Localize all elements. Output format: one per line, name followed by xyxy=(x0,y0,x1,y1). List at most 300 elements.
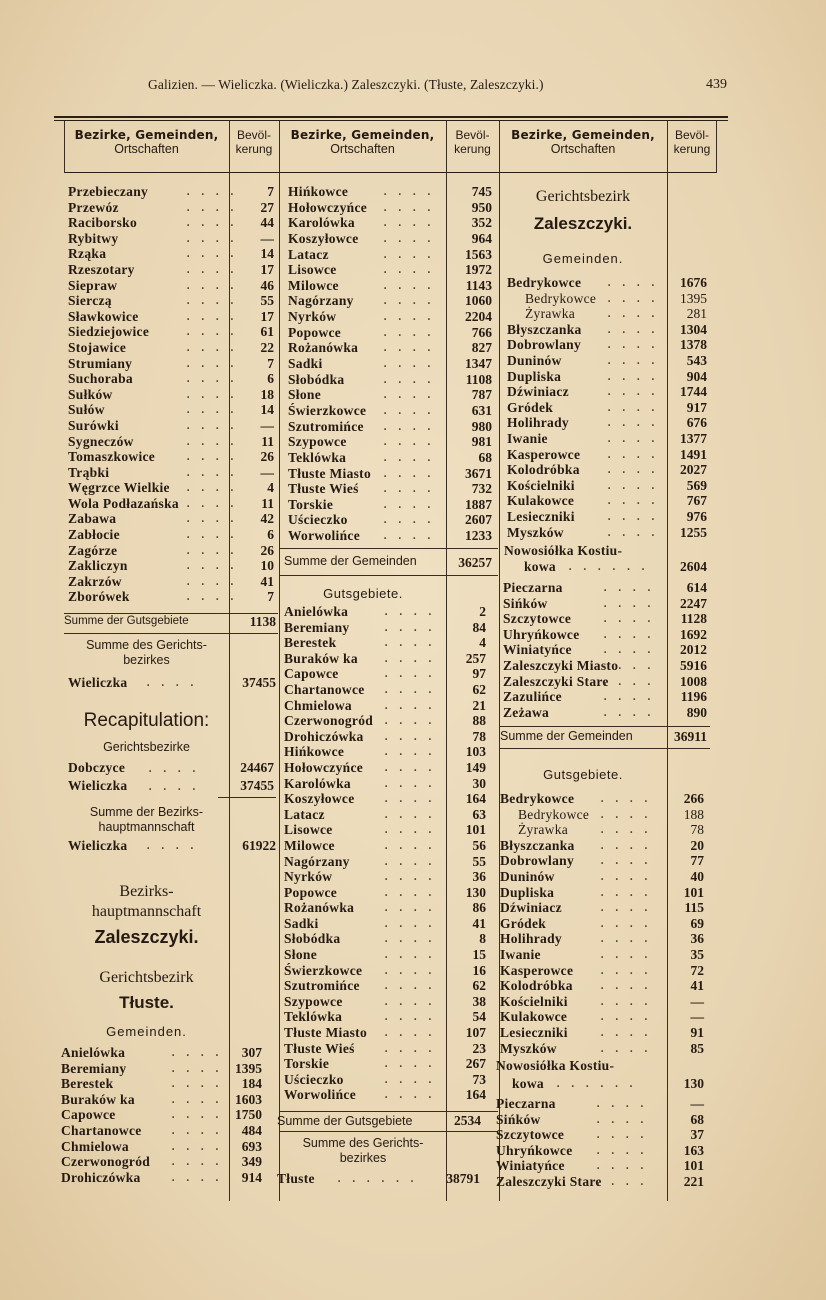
list-item xyxy=(284,604,494,620)
list-item xyxy=(288,419,494,435)
row-name: Berestek xyxy=(61,1076,114,1092)
dots: . . . . xyxy=(146,674,198,690)
dots: . . . . xyxy=(607,320,659,337)
row-value: 184 xyxy=(241,1076,262,1092)
row-name: Czerwonogród xyxy=(61,1154,151,1170)
list-item xyxy=(284,885,494,901)
row-value: 1347 xyxy=(465,356,492,372)
row-value: 569 xyxy=(686,477,707,493)
dots: . . . . xyxy=(600,836,652,853)
row-value: 964 xyxy=(471,230,492,246)
list-item xyxy=(68,574,276,590)
row-value: 69 xyxy=(690,915,704,931)
row-value: 68 xyxy=(690,1111,704,1127)
dots: . . . . xyxy=(607,429,659,446)
row-value: 188 xyxy=(683,806,704,822)
list-item xyxy=(500,1025,704,1041)
list-item xyxy=(68,293,276,309)
list-item xyxy=(68,340,276,356)
row-name: Zborówek xyxy=(68,589,130,605)
total-value: 61922 xyxy=(242,838,276,853)
dots: . . . . xyxy=(384,868,436,885)
list-item xyxy=(284,854,494,870)
list-item xyxy=(507,384,707,400)
row-name: Sińków xyxy=(503,595,548,611)
dots: . . . . . . xyxy=(556,1075,637,1091)
list-item xyxy=(496,1112,704,1128)
dots: . . . . xyxy=(607,414,659,431)
dots: . . . . xyxy=(600,992,652,1009)
list-item xyxy=(284,698,494,714)
row-value: 41 xyxy=(260,573,274,589)
dots: . . . . xyxy=(603,703,655,720)
row-name: Holihrady xyxy=(500,931,562,947)
header-pop-3: Bevöl- kerung xyxy=(673,128,711,156)
dots: . . . . xyxy=(384,680,436,697)
dots: . . . . xyxy=(596,1126,648,1143)
row-value: 1491 xyxy=(680,446,707,462)
list-item xyxy=(288,466,494,482)
row-name: kowa xyxy=(524,559,556,574)
dots: . . . . xyxy=(383,464,435,481)
row-name: Beremiany xyxy=(61,1060,127,1076)
list-item xyxy=(68,434,276,450)
row-value: 4 xyxy=(479,635,486,651)
dots: . . . . xyxy=(148,760,200,776)
list-item xyxy=(503,689,707,705)
row-name: Iwanie xyxy=(507,430,548,446)
tluste-total xyxy=(277,1171,480,1187)
list-item xyxy=(284,666,494,682)
list-item xyxy=(503,674,707,690)
row-value: — xyxy=(690,993,704,1009)
list-item xyxy=(68,589,276,605)
dots: . . . . xyxy=(171,1137,223,1154)
dots: . . . . xyxy=(384,618,436,635)
col2-sum-gb-label: Summe des Gerichts- bezirkes xyxy=(302,1136,424,1165)
row-value: 766 xyxy=(471,324,492,340)
dots: . . . . xyxy=(186,370,238,387)
list-item xyxy=(284,791,494,807)
dots: . . . . xyxy=(148,778,200,794)
row-name: Tłuste Miasto xyxy=(284,1025,368,1041)
gb-title: Gerichtsbezirk xyxy=(99,969,194,986)
list-item xyxy=(61,1061,262,1077)
header-names-3: Bezirke, Gemeinden, Ortschaften xyxy=(511,128,655,156)
row-value: 266 xyxy=(683,791,704,806)
row-name: Anielówka xyxy=(284,604,349,619)
row-name: Świerzkowce xyxy=(288,402,367,418)
col3-nowosiolka-line2 xyxy=(524,559,707,575)
row-name: Worwolińce xyxy=(284,1087,356,1103)
row-name: Tłuste Wieś xyxy=(288,481,359,497)
row-name: Słone xyxy=(288,387,322,403)
list-item xyxy=(507,400,707,416)
col3-sum-gemeinden-label: Summe der Gemeinden xyxy=(500,729,633,743)
row-name: Bedrykowce xyxy=(507,275,582,290)
row-value: 7 xyxy=(267,355,274,371)
dots: . . . . xyxy=(383,527,435,544)
row-value: 1972 xyxy=(465,262,492,278)
row-name: Lesieczniki xyxy=(500,1024,568,1040)
row-value: 484 xyxy=(241,1122,262,1138)
col3-sum-gemeinden-value: 36911 xyxy=(673,729,707,744)
row-name: Sierczą xyxy=(68,293,112,309)
row-value: 2012 xyxy=(680,642,707,658)
dots: . . . . xyxy=(186,541,238,558)
row-value: 15 xyxy=(472,947,486,963)
col3-gemeinden-label: Gemeinden. xyxy=(542,251,624,266)
row-value: 1060 xyxy=(465,293,492,309)
row-name: Zabawa xyxy=(68,511,117,527)
list-item xyxy=(507,525,707,541)
row-name: Lisowce xyxy=(284,822,333,838)
dots: . . . . xyxy=(600,821,652,838)
dots: . . . . xyxy=(384,758,436,775)
list-item xyxy=(288,403,494,419)
dots: . . . . xyxy=(384,696,436,713)
total-value: 38791 xyxy=(446,1171,480,1186)
row-name: Suchoraba xyxy=(68,371,133,387)
row-name: Zagórze xyxy=(68,542,118,558)
row-name: Lisowce xyxy=(288,262,337,278)
row-name: Karolówka xyxy=(288,215,355,231)
dots: . . . . xyxy=(603,625,655,642)
list-item xyxy=(507,353,707,369)
total-name: Wieliczka xyxy=(68,838,128,853)
list-item xyxy=(68,184,276,200)
list-item xyxy=(500,822,704,838)
list-item xyxy=(68,759,276,777)
list-item xyxy=(68,231,276,247)
list-item xyxy=(288,325,494,341)
row-name: Dupliska xyxy=(507,368,562,384)
dots: . . . . xyxy=(384,852,436,869)
running-title: Galizien. — Wieliczka. (Wieliczka.) Zaleszczyki. (Tłuste, Zaleszczyki.) xyxy=(148,77,544,92)
dots: . . . . xyxy=(607,445,659,462)
row-name: Uścieczko xyxy=(288,512,348,528)
row-name: Winiatyńce xyxy=(503,642,572,658)
row-value: 84 xyxy=(472,619,486,635)
row-value: 35 xyxy=(690,946,704,962)
list-item xyxy=(284,713,494,729)
list-item xyxy=(61,1107,262,1123)
row-value: 352 xyxy=(471,215,492,231)
list-item xyxy=(288,450,494,466)
col3-guts-nowosiolka-line2 xyxy=(512,1076,704,1092)
dots: . . . . xyxy=(384,727,436,744)
row-name: Pieczarna xyxy=(496,1096,556,1111)
dots: . . . . xyxy=(383,417,435,434)
list-item xyxy=(507,493,707,509)
row-value: 1128 xyxy=(680,611,707,627)
list-item xyxy=(507,306,707,322)
row-value: 1378 xyxy=(680,337,707,353)
row-value: 950 xyxy=(471,199,492,215)
row-name: Dobrowlany xyxy=(507,337,582,353)
list-item xyxy=(68,418,276,434)
list-item xyxy=(284,651,494,667)
dots: . . . . xyxy=(146,837,198,853)
list-item xyxy=(284,729,494,745)
dots: . . . . xyxy=(603,672,655,689)
row-name: Węgrzce Wielkie xyxy=(68,480,170,496)
row-name: Duninów xyxy=(507,352,562,368)
list-item xyxy=(68,246,276,262)
row-name: Berestek xyxy=(284,635,337,651)
gemeinden-label: Gemeinden. xyxy=(106,1024,187,1039)
dots: . . . . xyxy=(603,641,655,658)
list-item xyxy=(68,777,276,795)
row-value: 103 xyxy=(465,744,486,760)
dots: . . . . xyxy=(384,946,436,963)
header-rule xyxy=(64,172,716,173)
row-name: Rzeszotary xyxy=(68,261,135,277)
dots: . . . . xyxy=(384,743,436,760)
row-name: Gródek xyxy=(507,399,554,415)
list-item xyxy=(496,1096,704,1112)
bh-name: Zaleszczyki. xyxy=(94,927,199,947)
dots: . . . . xyxy=(186,276,238,293)
row-name: Buraków ka xyxy=(61,1091,135,1107)
row-value: 4 xyxy=(267,480,274,496)
row-name: Bedrykowce xyxy=(518,806,590,822)
row-name: Sadki xyxy=(284,915,319,931)
row-value: 130 xyxy=(465,884,486,900)
row-name: Sułków xyxy=(68,386,113,402)
row-value: 37455 xyxy=(240,778,274,793)
row-name: Hińkowce xyxy=(284,744,345,760)
row-name: Sińków xyxy=(496,1111,541,1127)
col1-sum-gutsgebiete-value-row xyxy=(229,614,276,630)
row-value: 1750 xyxy=(235,1107,262,1123)
row-name: Szypowce xyxy=(288,434,347,450)
row-value: 56 xyxy=(472,837,486,853)
dots: . . . . xyxy=(186,229,238,246)
row-name: Capowce xyxy=(284,666,339,682)
dots: . . . . xyxy=(186,260,238,277)
row-value: 41 xyxy=(690,978,704,994)
dots: . . . . xyxy=(596,1141,648,1158)
dots: . . . . xyxy=(607,367,659,384)
list-item xyxy=(288,356,494,372)
row-value: 5916 xyxy=(680,657,707,673)
row-name: Popowce xyxy=(288,324,342,340)
row-value: 164 xyxy=(465,791,486,807)
list-item xyxy=(288,372,494,388)
row-value: 85 xyxy=(690,1040,704,1056)
row-name: Tłuste Miasto xyxy=(288,465,372,481)
list-item xyxy=(288,512,494,528)
row-name: Winiatyńce xyxy=(496,1158,565,1174)
row-name: Chartanowce xyxy=(284,681,365,697)
dots: . . . . xyxy=(607,274,659,290)
col3-gutsgebiete-label: Gutsgebiete. xyxy=(543,767,623,782)
row-value: 14 xyxy=(260,402,274,418)
dots: . . . . xyxy=(383,386,435,403)
dots: . . . . xyxy=(384,821,436,838)
dots: . . . . xyxy=(383,308,435,325)
row-value: 86 xyxy=(472,900,486,916)
row-name: Duninów xyxy=(500,868,555,884)
dots: . . . . xyxy=(171,1153,223,1170)
list-item xyxy=(507,447,707,463)
col3-gb-title: Gerichtsbezirk xyxy=(535,188,631,205)
list-item xyxy=(284,635,494,651)
dots: . . . . xyxy=(600,883,652,900)
row-value: 267 xyxy=(465,1056,486,1072)
col2-gutsgebiete-label: Gutsgebiete. xyxy=(323,586,403,601)
col-line xyxy=(279,121,280,1201)
list-item xyxy=(500,994,704,1010)
dots: . . . . xyxy=(186,479,238,496)
col3-list-2 xyxy=(503,580,707,720)
row-value: 2027 xyxy=(680,462,707,478)
dots: . . . . xyxy=(603,610,655,627)
row-name: Chmielowa xyxy=(61,1138,129,1154)
col1-sum-gutsgebiete-label: Summe der Gutsgebiete xyxy=(64,615,189,627)
row-value: 115 xyxy=(684,900,704,916)
row-value: 307 xyxy=(241,1045,262,1060)
row-name: Wieliczka xyxy=(68,778,128,793)
row-value: 62 xyxy=(472,978,486,994)
row-name: Capowce xyxy=(61,1107,116,1123)
list-item xyxy=(284,1025,494,1041)
recap-title: Recapitulation: xyxy=(83,710,210,731)
list-item xyxy=(284,1072,494,1088)
row-name: Koszyłowce xyxy=(284,791,355,807)
separator xyxy=(280,548,498,549)
dots: . . . . xyxy=(600,1039,652,1056)
row-name: Torskie xyxy=(284,1056,330,1072)
dots: . . . . xyxy=(383,511,435,528)
header-pop-1: Bevöl- kerung xyxy=(235,128,273,156)
dots: . . . . xyxy=(600,945,652,962)
list-item xyxy=(284,807,494,823)
list-item xyxy=(284,1041,494,1057)
dots: . . . . xyxy=(186,245,238,262)
row-value: 631 xyxy=(471,402,492,418)
dots: . . . . xyxy=(384,634,436,651)
col1-gemeinden-list xyxy=(61,1045,262,1185)
row-name: Zazulińce xyxy=(503,689,562,705)
row-name: Hołowczyńce xyxy=(288,199,368,215)
row-value: — xyxy=(690,1009,704,1025)
row-value: 732 xyxy=(471,481,492,497)
dots: . . . . xyxy=(171,1106,223,1123)
page-number: 439 xyxy=(706,77,727,92)
dots: . . . . xyxy=(600,1008,652,1025)
row-name: Błyszczanka xyxy=(507,321,582,337)
list-item xyxy=(503,627,707,643)
row-name: Kolodróbka xyxy=(500,978,573,994)
row-value: 62 xyxy=(472,681,486,697)
row-value: 40 xyxy=(690,868,704,884)
list-item xyxy=(68,278,276,294)
list-item xyxy=(68,402,276,418)
dots: . . . . xyxy=(607,383,659,400)
row-value: 614 xyxy=(686,580,707,595)
dots: . . . . xyxy=(383,261,435,278)
list-item xyxy=(68,543,276,559)
list-item xyxy=(68,324,276,340)
dots: . . . . xyxy=(384,1086,436,1103)
dots: . . . . xyxy=(384,930,436,947)
list-item xyxy=(61,1139,262,1155)
dots: . . . . xyxy=(171,1075,223,1092)
list-item xyxy=(500,853,704,869)
dots: . . . . xyxy=(607,507,659,524)
list-item xyxy=(503,611,707,627)
row-value: 2247 xyxy=(680,595,707,611)
col1-wieliczka-total xyxy=(68,675,276,691)
list-item xyxy=(284,1056,494,1072)
row-value: 1233 xyxy=(465,528,492,544)
dots: . . . . xyxy=(600,930,652,947)
row-value: 980 xyxy=(471,418,492,434)
dots: . . . . xyxy=(596,1157,648,1174)
row-value: 14 xyxy=(260,246,274,262)
row-name: Popowce xyxy=(284,884,338,900)
row-value: 36 xyxy=(472,869,486,885)
total-name: Wieliczka xyxy=(68,675,128,690)
list-item xyxy=(61,1045,262,1061)
list-item xyxy=(288,497,494,513)
list-item xyxy=(496,1143,704,1159)
list-item xyxy=(284,1009,494,1025)
row-value: 88 xyxy=(472,713,486,729)
row-name: Tłuste Wieś xyxy=(284,1040,355,1056)
row-name: Worwolińce xyxy=(288,528,360,544)
row-value: 73 xyxy=(472,1071,486,1087)
dots: . . . . xyxy=(186,214,238,231)
row-value: 1887 xyxy=(465,496,492,512)
recap-list xyxy=(68,759,276,795)
row-name: Drohiczówka xyxy=(284,728,364,744)
row-name: Surówki xyxy=(68,417,119,433)
row-value: 1143 xyxy=(465,277,492,293)
row-value: 26 xyxy=(260,542,274,558)
list-item xyxy=(68,465,276,481)
list-item xyxy=(288,215,494,231)
row-name: Kulakowce xyxy=(507,493,575,509)
sum-bezirk-label: Summe der Bezirks- hauptmannschaft xyxy=(89,805,204,834)
row-value: 2604 xyxy=(680,559,707,574)
top-rule xyxy=(54,116,728,118)
row-value: 693 xyxy=(241,1138,262,1154)
list-item xyxy=(288,293,494,309)
dots: . . . . xyxy=(186,198,238,215)
list-item xyxy=(503,580,707,596)
list-item xyxy=(68,496,276,512)
row-name: Strumiany xyxy=(68,355,133,371)
row-value: 6 xyxy=(267,527,274,543)
row-name: Hołowczyńce xyxy=(284,759,364,775)
list-item xyxy=(507,322,707,338)
dots: . . . . xyxy=(384,961,436,978)
dots: . . . . xyxy=(603,656,655,673)
list-item xyxy=(500,838,704,854)
row-name: Pieczarna xyxy=(503,580,563,595)
list-item xyxy=(288,309,494,325)
dots: . . . . xyxy=(171,1059,223,1076)
row-value: 97 xyxy=(472,666,486,682)
row-value: 1676 xyxy=(680,275,707,290)
row-value: 1255 xyxy=(680,524,707,540)
dots: . . . . xyxy=(186,494,238,511)
row-value: 38 xyxy=(472,993,486,1009)
list-item xyxy=(68,527,276,543)
